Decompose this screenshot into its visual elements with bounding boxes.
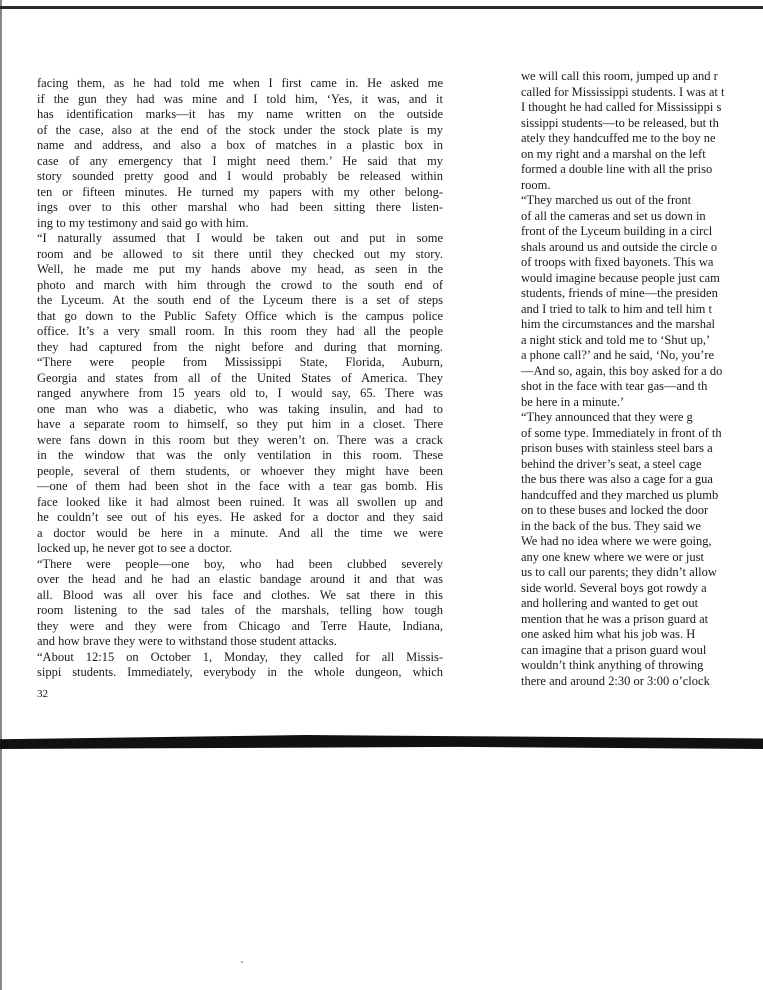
left-column-line: and how brave they were to withstand those student attacks. — [37, 634, 337, 648]
right-column-line: “They marched us out of the front — [521, 193, 692, 207]
left-column-line: ing to my testimony and said go with him. — [37, 215, 249, 230]
left-column-line: Well, he made me put my hands above my head, as seen in the — [37, 262, 443, 276]
right-column-line: formed a double line with all the priso — [521, 162, 713, 176]
left-column-line: facing them, as he had told me when I first came in. He asked me — [37, 76, 443, 90]
right-column-line: wouldn’t think anything of throwing — [521, 658, 704, 672]
left-column-line: —one of them had been shot in the face with a tear gas bomb. His — [37, 479, 443, 493]
left-column-line: all. Blood was all over his face and clothes. We sat there in this — [37, 587, 443, 602]
right-column-line: behind the driver’s seat, a steel cage — [521, 456, 702, 471]
left-column-line: has identification marks—it has my name written on the outside — [37, 107, 443, 121]
right-column-line: We had no idea where we were going, — [521, 534, 712, 548]
left-column-line: room and be allowed to sit there until they checked out my story. — [37, 246, 443, 261]
left-column-line: of the case, also at the end of the stock under the stock plate is my — [37, 122, 443, 137]
left-column-line: ranged anywhere from 15 years old to, I would say, 65. There was — [37, 386, 443, 400]
left-column-line: “There were people from Mississippi State, Florida, Auburn, — [37, 355, 443, 369]
left-column-line: office. It’s a very small room. In this room they had all the people — [37, 324, 443, 338]
left-column-line: locked up, he never got to see a doctor. — [37, 541, 233, 555]
right-column-line: shot in the face with tear gas—and th — [521, 379, 708, 393]
right-column-line: on to these buses and locked the door — [521, 503, 709, 517]
left-column-line: ten or fifteen minutes. He turned my papers with my other belong- — [37, 184, 443, 199]
right-column-line: can imagine that a prison guard woul — [521, 642, 707, 657]
right-column-line: one asked him what his job was. H — [521, 627, 696, 641]
right-column-line: him the circumstances and the marshal — [521, 317, 716, 331]
page-number: 32 — [37, 688, 48, 700]
left-column-line: if the gun they had was mine and I told him, ‘Yes, it was, and it — [37, 91, 443, 106]
right-column-line: shals around us and outside the circle o — [521, 239, 718, 254]
left-column-line: people, several of them students, or whoever they might have been — [37, 463, 443, 478]
left-text-column — [37, 76, 443, 681]
right-column-line: front of the Lyceum building in a circl — [521, 224, 713, 238]
left-column-line: story sounded pretty good and I would probably be released within — [37, 169, 443, 183]
left-column-line: ings over to this other marshal who had been sitting there listen- — [37, 200, 443, 214]
left-column-line: one man who was a diabetic, who was taking insulin, and had to — [37, 401, 443, 416]
right-column-line: a night stick and told me to ‘Shut up,’ — [521, 332, 711, 347]
left-column-line: that go down to the Public Safety Office which is the campus police — [37, 308, 443, 323]
right-column-line: would imagine because people just cam — [521, 270, 720, 285]
left-column-line: were fans down in this room but they weren’t on. There was a crack — [37, 432, 443, 447]
scan-black-bar — [0, 735, 763, 749]
left-column-line: they had captured from the night before and during that morning. — [37, 339, 443, 354]
left-column-line: “There were people—one boy, who had been clubbed severely — [37, 556, 443, 571]
right-column-line: ately they handcuffed me to the boy ne — [521, 131, 716, 145]
left-column-line: he couldn’t see out of his eyes. He asked for a doctor and they said — [37, 510, 443, 524]
right-column-line: called for Mississippi students. I was at t — [521, 84, 725, 99]
right-column-line: any one knew where we were or just — [521, 549, 704, 564]
left-column-line: sippi students. Immediately, everybody in the whole dungeon, which — [37, 665, 443, 679]
scan-top-rule — [0, 6, 763, 9]
right-column-line: on my right and a marshal on the left — [521, 146, 706, 161]
right-column-line: of some type. Immediately in front of th — [521, 425, 722, 440]
right-column-line: of troops with fixed bayonets. This wa — [521, 255, 714, 269]
right-column-line: —And so, again, this boy asked for a do — [521, 363, 723, 378]
right-column-line: us to call our parents; they didn’t allow — [521, 565, 717, 579]
left-column-line: Georgia and states from all of the United States of America. They — [37, 370, 443, 385]
right-column-line: room. — [521, 177, 551, 192]
left-column-line: over the head and he had an elastic bandage around it and that was — [37, 572, 443, 586]
left-column-line: case of any emergency that I might need them.’ He said that my — [37, 153, 443, 168]
right-column-line: and hollering and wanted to get out — [521, 596, 699, 610]
right-column-line: mention that he was a prison guard at — [521, 611, 709, 626]
right-column-line: of all the cameras and set us down in — [521, 208, 706, 223]
left-column-line: the Lyceum. At the south end of the Lyceum there is a set of steps — [37, 293, 443, 307]
scan-left-edge — [0, 0, 2, 990]
right-column-line: prison buses with stainless steel bars a — [521, 441, 713, 455]
right-column-line: we will call this room, jumped up and r — [521, 69, 718, 83]
right-column-line: side world. Several boys got rowdy a — [521, 580, 707, 595]
left-column-line: in the window that was the only ventilation in this room. These — [37, 448, 443, 462]
right-column-line: I thought he had called for Mississippi s — [521, 100, 722, 114]
left-column-line: have a separate room to himself, so they put him in a closet. There — [37, 417, 443, 431]
right-column-line: handcuffed and they marched us plumb — [521, 487, 719, 502]
right-text-column — [521, 69, 763, 689]
left-column-line: face looked like it had almost been ruined. It was all swollen up and — [37, 494, 443, 509]
left-column-line: room listening to the sad tales of the marshals, telling how tough — [37, 603, 443, 617]
left-column-line: name and address, and also a box of matches in a plastic box in — [37, 138, 443, 152]
right-column-line: there and around 2:30 or 3:00 o’clock — [521, 673, 710, 688]
left-column-line: photo and march with him through the crowd to the south end of — [37, 277, 443, 292]
left-column-line: “About 12:15 on October 1, Monday, they called for all Missis- — [37, 649, 443, 664]
right-column-line: the bus there was also a cage for a gua — [521, 472, 713, 486]
left-column-line: “I naturally assumed that I would be taken out and put in some — [37, 231, 443, 245]
scan-speck — [241, 961, 243, 963]
right-column-line: sissippi students—to be released, but th — [521, 115, 719, 130]
left-column-line: they were and they were from Chicago and Terre Haute, Indiana, — [37, 618, 443, 633]
left-column-line: a doctor would be here in a minute. And all the time we were — [37, 525, 443, 540]
right-column-line: “They announced that they were g — [521, 410, 693, 424]
right-column-line: in the back of the bus. They said we — [521, 518, 701, 533]
right-column-line: a phone call?’ and he said, ‘No, you’re — [521, 348, 715, 362]
right-column-line: be here in a minute.’ — [521, 394, 625, 409]
right-column-line: students, friends of mine—the presiden — [521, 286, 718, 300]
right-column-line: and I tried to talk to him and tell him t — [521, 301, 712, 316]
